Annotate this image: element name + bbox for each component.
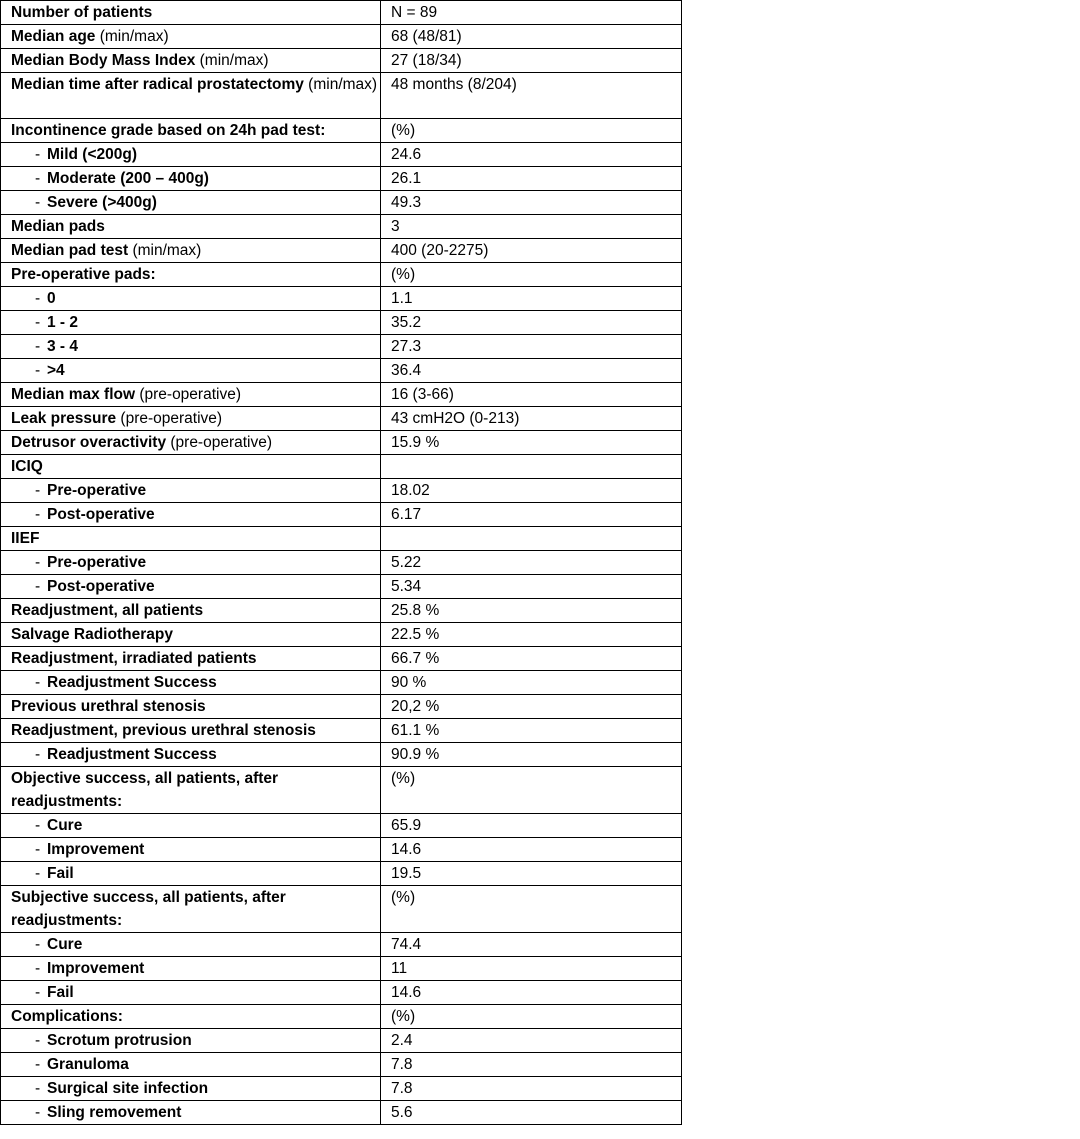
table-row: [1, 862, 682, 886]
row-value-cell: 74.4: [381, 933, 682, 957]
row-value-cell: [381, 527, 682, 551]
row-label: Salvage Radiotherapy: [11, 626, 173, 643]
sub-item-label: 3 - 4: [47, 338, 79, 355]
table-row: [1, 287, 682, 311]
list-dash: -: [35, 984, 41, 1001]
row-value-cell: 14.6: [381, 981, 682, 1005]
row-value-cell: 20,2 %: [381, 695, 682, 719]
row-value-cell: 3: [381, 215, 682, 239]
row-label-cell: [1, 623, 381, 647]
table-row: [1, 1077, 682, 1101]
row-value-cell: 48 months (8/204): [381, 73, 682, 119]
table-row: [1, 143, 682, 167]
table-row: [1, 599, 682, 623]
table-row: [1, 431, 682, 455]
sub-item-label-cell: [1, 311, 381, 335]
table-row: [1, 671, 682, 695]
row-label: Complications:: [11, 1008, 123, 1025]
row-value-cell: [381, 455, 682, 479]
table-row: [1, 407, 682, 431]
row-value-cell: 19.5: [381, 862, 682, 886]
sub-item-label-cell: [1, 933, 381, 957]
table-row: [1, 838, 682, 862]
table-row: [1, 479, 682, 503]
table-row: [1, 215, 682, 239]
row-label-qualifier: (pre-operative): [135, 386, 241, 403]
table-row: [1, 359, 682, 383]
row-label: Readjustment, irradiated patients: [11, 650, 257, 667]
sub-item-label: Severe (>400g): [47, 194, 157, 211]
row-value-cell: 7.8: [381, 1077, 682, 1101]
row-value-cell: (%): [381, 119, 682, 143]
sub-item-label: >4: [47, 362, 65, 379]
list-dash: -: [35, 1032, 41, 1049]
table-row: [1, 335, 682, 359]
sub-item-label: Post-operative: [47, 578, 155, 595]
table-row: [1, 455, 682, 479]
row-label-cell: [1, 383, 381, 407]
row-label-cell: [1, 119, 381, 143]
sub-item-label-cell: [1, 1077, 381, 1101]
sub-item-label: Pre-operative: [47, 554, 147, 571]
row-value-cell: 27.3: [381, 335, 682, 359]
row-value-cell: 14.6: [381, 838, 682, 862]
sub-item-label-cell: [1, 503, 381, 527]
sub-item-label: Cure: [47, 936, 83, 953]
table-row: [1, 527, 682, 551]
sub-item-label-cell: [1, 838, 381, 862]
row-label: Median time after radical prostatectomy: [11, 76, 304, 93]
table-row: [1, 1053, 682, 1077]
sub-item-label: Readjustment Success: [47, 674, 217, 691]
table-row: [1, 25, 682, 49]
row-label: Subjective success, all patients, after readjustments:: [11, 889, 286, 929]
table-row: [1, 767, 682, 814]
sub-item-label-cell: [1, 1029, 381, 1053]
row-label-cell: [1, 886, 381, 933]
row-label: ICIQ: [11, 458, 43, 475]
table-row: [1, 933, 682, 957]
sub-item-label-cell: [1, 814, 381, 838]
table-row: [1, 167, 682, 191]
table-row: [1, 695, 682, 719]
row-value-cell: 49.3: [381, 191, 682, 215]
row-label: Median pads: [11, 218, 105, 235]
sub-item-label-cell: [1, 575, 381, 599]
row-label: Previous urethral stenosis: [11, 698, 206, 715]
list-dash: -: [35, 841, 41, 858]
row-label-qualifier: (min/max): [303, 76, 378, 93]
row-label: Number of patients: [11, 4, 153, 21]
list-dash: -: [35, 936, 41, 953]
sub-item-label: Moderate (200 – 400g): [47, 170, 209, 187]
list-dash: -: [35, 674, 41, 691]
sub-item-label: Granuloma: [47, 1056, 129, 1073]
row-label-cell: [1, 407, 381, 431]
row-value-cell: 16 (3-66): [381, 383, 682, 407]
row-label: Median pad test: [11, 242, 129, 259]
row-label-cell: [1, 215, 381, 239]
row-value-cell: 6.17: [381, 503, 682, 527]
sub-item-label-cell: [1, 551, 381, 575]
row-value-cell: 7.8: [381, 1053, 682, 1077]
sub-item-label: Readjustment Success: [47, 746, 217, 763]
sub-item-label-cell: [1, 1053, 381, 1077]
list-dash: -: [35, 146, 41, 163]
row-label-cell: [1, 239, 381, 263]
sub-item-label-cell: [1, 862, 381, 886]
row-label-cell: [1, 431, 381, 455]
table-row: [1, 503, 682, 527]
sub-item-label-cell: [1, 671, 381, 695]
sub-item-label: 0: [47, 290, 56, 307]
sub-item-label: Surgical site infection: [47, 1080, 209, 1097]
row-label-qualifier: (min/max): [95, 28, 169, 45]
sub-item-label: Scrotum protrusion: [47, 1032, 192, 1049]
row-label: Objective success, all patients, after readjustments:: [11, 770, 279, 810]
row-value-cell: (%): [381, 1005, 682, 1029]
sub-item-label: Post-operative: [47, 506, 155, 523]
row-label: Median Body Mass Index: [11, 52, 196, 69]
row-label: Detrusor overactivity: [11, 434, 167, 451]
sub-item-label: Improvement: [47, 841, 145, 858]
row-label-cell: [1, 767, 381, 814]
sub-item-label: 1 - 2: [47, 314, 79, 331]
row-label-cell: [1, 599, 381, 623]
sub-item-label: Fail: [47, 984, 74, 1001]
row-label: Incontinence grade based on 24h pad test:: [11, 122, 326, 139]
row-value-cell: 18.02: [381, 479, 682, 503]
table-row: [1, 263, 682, 287]
row-value-cell: 65.9: [381, 814, 682, 838]
row-value-cell: 5.6: [381, 1101, 682, 1125]
table-row: [1, 814, 682, 838]
list-dash: -: [35, 290, 41, 307]
row-value-cell: 90.9 %: [381, 743, 682, 767]
sub-item-label-cell: [1, 981, 381, 1005]
row-value-cell: 43 cmH2O (0-213): [381, 407, 682, 431]
list-dash: -: [35, 170, 41, 187]
table-body: [1, 1, 682, 1125]
row-label-qualifier: (min/max): [128, 242, 202, 259]
row-value-cell: 36.4: [381, 359, 682, 383]
table-row: [1, 743, 682, 767]
row-value-cell: 66.7 %: [381, 647, 682, 671]
row-value-cell: 27 (18/34): [381, 49, 682, 73]
row-value-cell: 68 (48/81): [381, 25, 682, 49]
list-dash: -: [35, 314, 41, 331]
row-value-cell: 2.4: [381, 1029, 682, 1053]
list-dash: -: [35, 554, 41, 571]
list-dash: -: [35, 578, 41, 595]
row-label-cell: [1, 455, 381, 479]
row-value-cell: 1.1: [381, 287, 682, 311]
table-row: [1, 886, 682, 933]
row-value-cell: N = 89: [381, 1, 682, 25]
list-dash: -: [35, 1080, 41, 1097]
list-dash: -: [35, 746, 41, 763]
sub-item-label-cell: [1, 479, 381, 503]
row-label-cell: [1, 695, 381, 719]
row-value-cell: (%): [381, 263, 682, 287]
table-row: [1, 647, 682, 671]
row-label-cell: [1, 73, 381, 119]
sub-item-label: Fail: [47, 865, 74, 882]
row-value-cell: 35.2: [381, 311, 682, 335]
table-row: [1, 191, 682, 215]
list-dash: -: [35, 362, 41, 379]
row-value-cell: 26.1: [381, 167, 682, 191]
row-label-qualifier: (pre-operative): [166, 434, 273, 451]
list-dash: -: [35, 506, 41, 523]
sub-item-label-cell: [1, 335, 381, 359]
list-dash: -: [35, 865, 41, 882]
row-label-cell: [1, 719, 381, 743]
table-row: [1, 1005, 682, 1029]
sub-item-label-cell: [1, 167, 381, 191]
sub-item-label: Sling removement: [47, 1104, 182, 1121]
sub-item-label-cell: [1, 957, 381, 981]
list-dash: -: [35, 338, 41, 355]
table-row: [1, 1101, 682, 1125]
table-row: [1, 957, 682, 981]
sub-item-label-cell: [1, 143, 381, 167]
table-row: [1, 49, 682, 73]
row-value-cell: 24.6: [381, 143, 682, 167]
list-dash: -: [35, 1056, 41, 1073]
list-dash: -: [35, 960, 41, 977]
table-row: [1, 623, 682, 647]
row-label-cell: [1, 1, 381, 25]
sub-item-label: Improvement: [47, 960, 145, 977]
table-row: [1, 1, 682, 25]
row-label-qualifier: (pre-operative): [116, 410, 223, 427]
row-value-cell: 61.1 %: [381, 719, 682, 743]
sub-item-label-cell: [1, 191, 381, 215]
row-label-cell: [1, 647, 381, 671]
sub-item-label: Mild (<200g): [47, 146, 138, 163]
row-value-cell: (%): [381, 886, 682, 933]
row-value-cell: 22.5 %: [381, 623, 682, 647]
row-value-cell: 15.9 %: [381, 431, 682, 455]
row-label-cell: [1, 527, 381, 551]
sub-item-label-cell: [1, 1101, 381, 1125]
sub-item-label: Pre-operative: [47, 482, 147, 499]
row-label: Median age: [11, 28, 96, 45]
table-row: [1, 1029, 682, 1053]
row-value-cell: 5.34: [381, 575, 682, 599]
sub-item-label-cell: [1, 287, 381, 311]
row-value-cell: 25.8 %: [381, 599, 682, 623]
row-label: Leak pressure: [11, 410, 117, 427]
row-label-cell: [1, 1005, 381, 1029]
table-row: [1, 575, 682, 599]
list-dash: -: [35, 817, 41, 834]
table-row: [1, 311, 682, 335]
sub-item-label-cell: [1, 359, 381, 383]
row-label: Pre-operative pads:: [11, 266, 156, 283]
row-label-qualifier: (min/max): [195, 52, 269, 69]
list-dash: -: [35, 482, 41, 499]
row-label: IIEF: [11, 530, 40, 547]
row-label: Readjustment, all patients: [11, 602, 204, 619]
table-row: [1, 119, 682, 143]
list-dash: -: [35, 194, 41, 211]
table-row: [1, 981, 682, 1005]
row-label-cell: [1, 25, 381, 49]
row-value-cell: 90 %: [381, 671, 682, 695]
table-row: [1, 73, 682, 119]
row-label: Median max flow: [11, 386, 136, 403]
row-value-cell: (%): [381, 767, 682, 814]
row-label-cell: [1, 263, 381, 287]
table-row: [1, 719, 682, 743]
table-row: [1, 551, 682, 575]
row-label-cell: [1, 49, 381, 73]
list-dash: -: [35, 1104, 41, 1121]
sub-item-label: Cure: [47, 817, 83, 834]
row-label: Readjustment, previous urethral stenosis: [11, 722, 316, 739]
row-value-cell: 5.22: [381, 551, 682, 575]
row-value-cell: 11: [381, 957, 682, 981]
table-row: [1, 239, 682, 263]
row-value-cell: 400 (20-2275): [381, 239, 682, 263]
sub-item-label-cell: [1, 743, 381, 767]
table-row: [1, 383, 682, 407]
